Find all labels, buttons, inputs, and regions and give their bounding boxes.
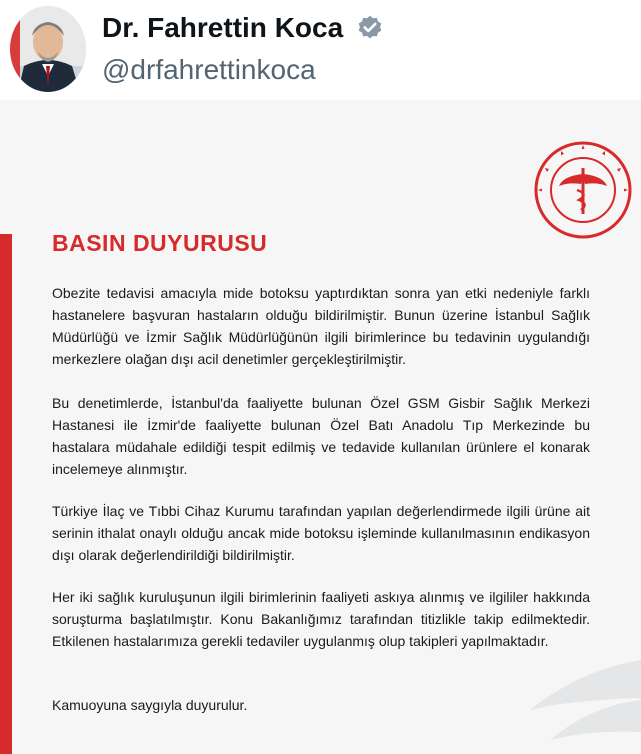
- paragraph-2: Bu denetimlerde, İstanbul'da faaliyette bulunan Özel GSM Gisbir Sağlık Merkezi Hastanesi ile İzmir'de faaliyette bulunan Özel Batı Anadolu Tıp Merkezinde bu hastalara müdahale edildiği tespit edilmiş ve tedavide kullanılan ürünlere el konarak incelemeye alınmıştır.: [52, 395, 590, 477]
- press-release-title: BASIN DUYURUSU: [52, 230, 268, 256]
- paragraph-4: Her iki sağlık kuruluşunun ilgili birimlerinin faaliyeti askıya alınmış ve ilgililer hakkında soruşturma başlatılmıştır. Konu Bakanlığımız tarafından titizlikle takip edilmektedir. Etkilenen hastalarımıza gerekli tedaviler uygulanmış olup takipleri yapılmaktadır.: [52, 589, 590, 649]
- paragraph-3: Türkiye İlaç ve Tıbbi Cihaz Kurumu tarafından yapılan değerlendirmede ilgili ürüne ait serinin ithalat onaylı olduğu ancak mide botoksu işleminde kullanılmasının endikasyon dışı olarak değerlendirildiği bildirilmiştir.: [52, 503, 590, 563]
- profile-avatar[interactable]: [10, 6, 86, 92]
- avatar-photo-icon: [10, 6, 86, 92]
- tweet-header: [0, 0, 641, 101]
- ministry-seal-icon: [533, 140, 633, 240]
- account-handle[interactable]: @drfahrettinkoca: [102, 54, 316, 85]
- paragraph-5: Kamuoyuna saygıyla duyurulur.: [52, 697, 248, 713]
- press-release-image: [0, 100, 641, 754]
- display-name[interactable]: Dr. Fahrettin Koca: [102, 12, 344, 43]
- accent-bar: [0, 234, 12, 754]
- verified-badge-icon: [356, 14, 384, 42]
- paragraph-1: Obezite tedavisi amacıyla mide botoksu yaptırdıktan sonra yan etki nedeniyle farklı hastanelere başvuran hastaların olduğu bildirilmiştir. Bunun üzerine İstanbul Sağlık Müdürlüğü ve İzmir Sağlık Müdürlüğünün ilgili birimlerince bu tedavinin uygulandığı merkezlere olağan dışı acil denetimler gerçekleştirilmiştir.: [52, 285, 590, 367]
